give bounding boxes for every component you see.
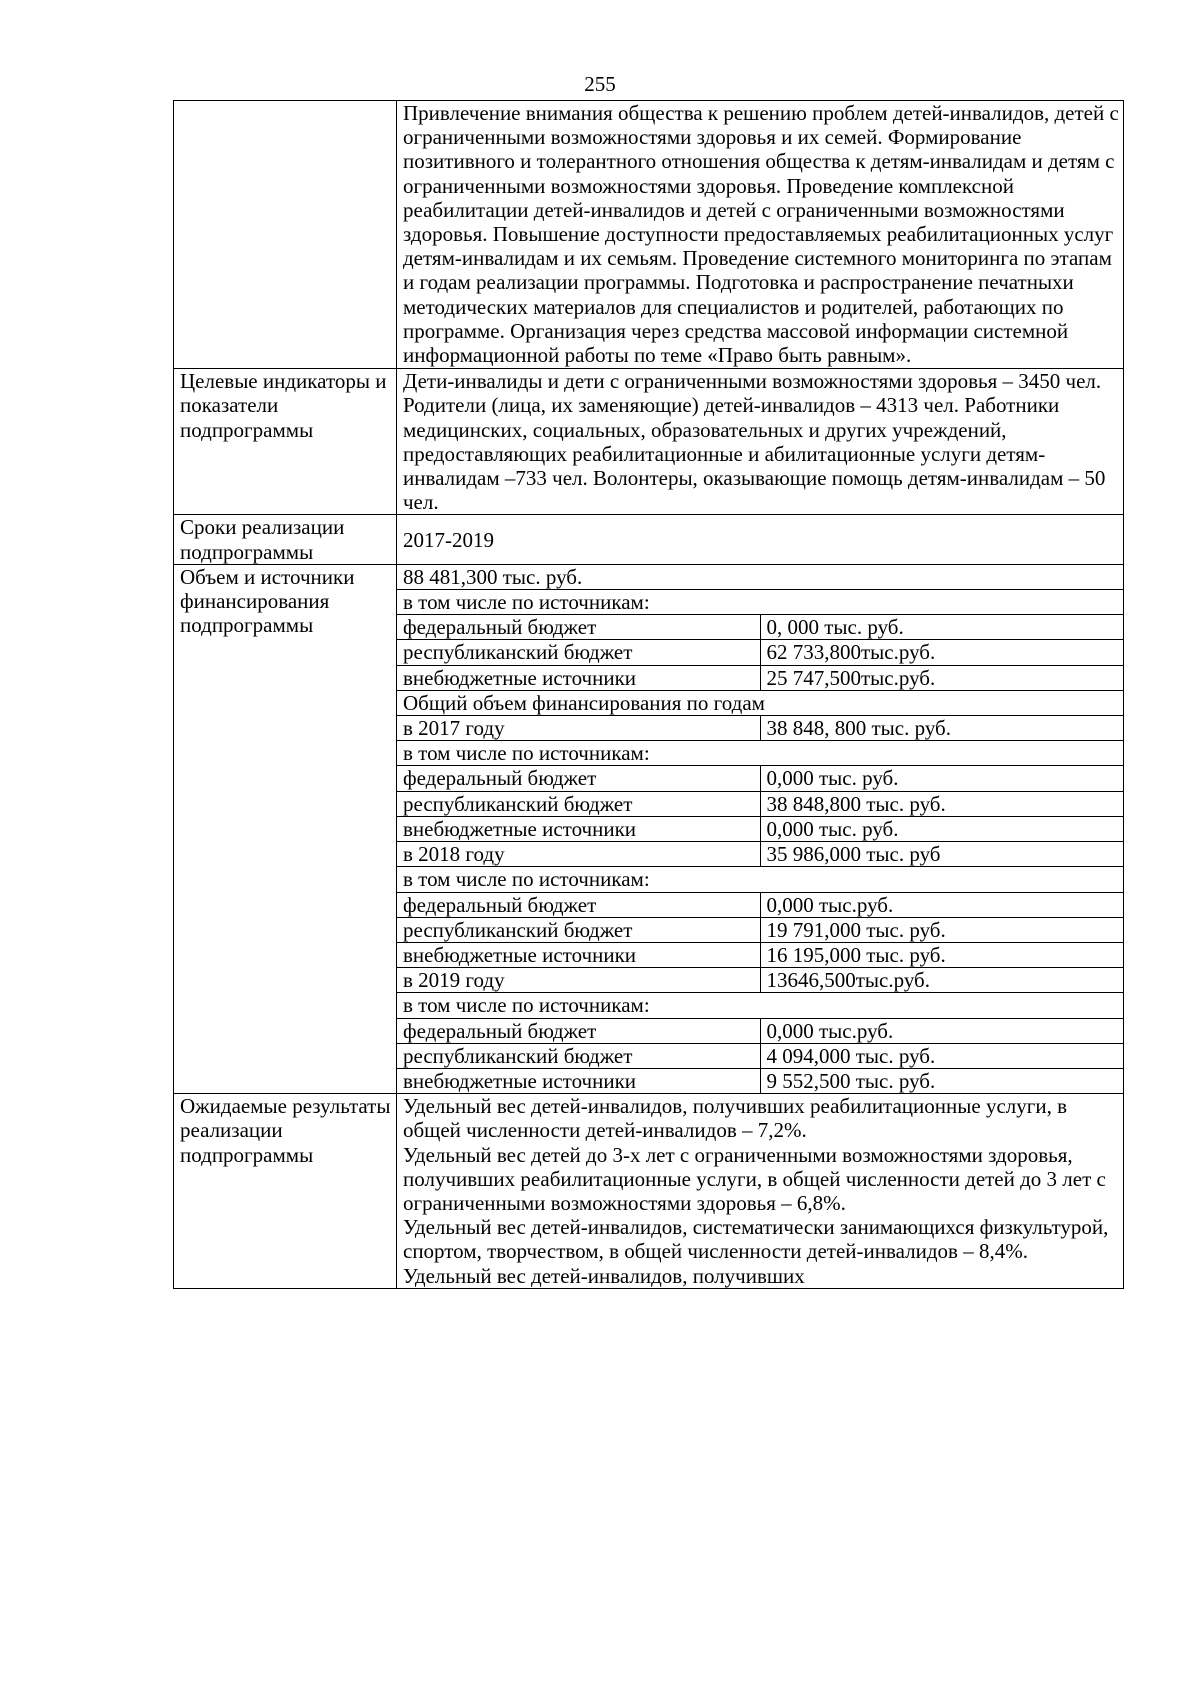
source-value: 25 747,500тыс.руб. — [760, 665, 1123, 690]
finance-label: Объем и источники финансирования подпрограммы — [174, 564, 397, 1093]
page-number: 255 — [584, 72, 616, 96]
terms-label: Сроки реализации подпрограммы — [174, 515, 397, 564]
source-row — [397, 615, 1123, 640]
source-row — [397, 892, 1123, 917]
year-incl-row — [397, 741, 1123, 766]
source-row — [397, 665, 1123, 690]
source-value: 9 552,500 тыс. руб. — [760, 1068, 1123, 1093]
source-value: 0,000 тыс. руб. — [760, 816, 1123, 841]
source-name: республиканский бюджет — [397, 640, 760, 665]
source-value: 62 733,800тыс.руб. — [760, 640, 1123, 665]
finance-cell — [397, 564, 1124, 1093]
year-label: в 2017 году — [397, 716, 760, 741]
results-paragraph: Удельный вес детей до 3-х лет с ограниченными возможностями здоровья, получивших реабилитационные услуги, в общей численности детей до 3 лет с ограниченными возможностями здоровья – 6,8%. — [403, 1142, 1106, 1215]
finance-incl-row — [397, 590, 1123, 615]
by-years-title: Общий объем финансирования по годам — [397, 690, 1123, 715]
year-row — [397, 716, 1123, 741]
source-value: 0,000 тыс. руб. — [760, 766, 1123, 791]
results-paragraph: Удельный вес детей-инвалидов, систематически занимающихся физкультурой, спортом, творчеством, в общей численности детей-инвалидов – 8,4%. Удельный вес детей-инвалидов, получивших — [403, 1215, 1109, 1288]
source-name: федеральный бюджет — [397, 766, 760, 791]
source-row — [397, 917, 1123, 942]
source-row — [397, 942, 1123, 967]
year-total: 13646,500тыс.руб. — [760, 968, 1123, 993]
results-paragraph: Удельный вес детей-инвалидов, получивших реабилитационные услуги, в общей численности детей-инвалидов – 7,2%. — [403, 1094, 1068, 1143]
finance-incl-sources: в том числе по источникам: — [397, 590, 1123, 615]
source-value: 16 195,000 тыс. руб. — [760, 942, 1123, 967]
year-incl: в том числе по источникам: — [397, 741, 1123, 766]
source-value: 4 094,000 тыс. руб. — [760, 1043, 1123, 1068]
finance-total: 88 481,300 тыс. руб. — [397, 565, 1123, 590]
source-value: 38 848,800 тыс. руб. — [760, 791, 1123, 816]
source-name: федеральный бюджет — [397, 1018, 760, 1043]
year-incl: в том числе по источникам: — [397, 993, 1123, 1018]
source-row — [397, 791, 1123, 816]
source-row — [397, 1068, 1123, 1093]
terms-value: 2017-2019 — [397, 515, 1124, 564]
indicators-text: Дети-инвалиды и дети с ограниченными возможностями здоровья – 3450 чел. Родители (лица, их заменяющие) детей-инвалидов – 4313 чел. Работники медицинских, социальных, образовательных и других учреждений, предоставляющих реабилитационные и абилитационные услуги детям-инвалидам –733 чел. Волонтеры, оказывающие помощь детям-инвалидам – 50 чел. — [397, 369, 1124, 515]
source-row — [397, 1043, 1123, 1068]
results-row — [174, 1094, 1124, 1289]
year-total: 38 848, 800 тыс. руб. — [760, 716, 1123, 741]
source-row — [397, 766, 1123, 791]
source-name: федеральный бюджет — [397, 615, 760, 640]
by-years-title-row — [397, 690, 1123, 715]
results-cell — [397, 1094, 1124, 1289]
source-name: республиканский бюджет — [397, 917, 760, 942]
source-name: внебюджетные источники — [397, 665, 760, 690]
indicators-label: Целевые индикаторы и показатели подпрограммы — [174, 369, 397, 515]
source-value: 0,000 тыс.руб. — [760, 1018, 1123, 1043]
source-name: внебюджетные источники — [397, 942, 760, 967]
goals-label-cell — [174, 101, 397, 369]
source-row — [397, 816, 1123, 841]
source-name: федеральный бюджет — [397, 892, 760, 917]
year-row — [397, 968, 1123, 993]
source-row — [397, 640, 1123, 665]
year-incl-row — [397, 993, 1123, 1018]
passport-table — [173, 100, 1124, 1289]
source-row — [397, 1018, 1123, 1043]
finance-table — [397, 565, 1123, 1093]
year-total: 35 986,000 тыс. руб — [760, 842, 1123, 867]
finance-total-row — [397, 565, 1123, 590]
source-name: внебюджетные источники — [397, 816, 760, 841]
year-row — [397, 842, 1123, 867]
year-label: в 2018 году — [397, 842, 760, 867]
results-label: Ожидаемые результаты реализации подпрограммы — [174, 1094, 397, 1289]
source-value: 19 791,000 тыс. руб. — [760, 917, 1123, 942]
source-name: республиканский бюджет — [397, 1043, 760, 1068]
source-name: внебюджетные источники — [397, 1068, 760, 1093]
finance-row — [174, 564, 1124, 1093]
goals-text: Привлечение внимания общества к решению проблем детей-инвалидов, детей с ограниченными возможностями здоровья и их семей. Формирование позитивного и толерантного отношения общества к детям-инвалидам и детям с ограниченными возможностями здоровья. Проведение комплексной реабилитации детей-инвалидов и детей с ограниченными возможностями здоровья. Повышение доступности предоставляемых реабилитационных услуг детям-инвалидам и их семьям. Проведение системного мониторинга по этапам и годам реализации программы. Подготовка и распространение печатныхи методических материалов для специалистов и родителей, работающих по программе. Организация через средства массовой информации системной информационной работы по теме «Право быть равным». — [397, 101, 1124, 369]
indicators-row — [174, 369, 1124, 515]
source-value: 0,000 тыс.руб. — [760, 892, 1123, 917]
year-incl-row — [397, 867, 1123, 892]
source-name: республиканский бюджет — [397, 791, 760, 816]
year-incl: в том числе по источникам: — [397, 867, 1123, 892]
year-label: в 2019 году — [397, 968, 760, 993]
goals-row — [174, 101, 1124, 369]
source-value: 0, 000 тыс. руб. — [760, 615, 1123, 640]
terms-row — [174, 515, 1124, 564]
